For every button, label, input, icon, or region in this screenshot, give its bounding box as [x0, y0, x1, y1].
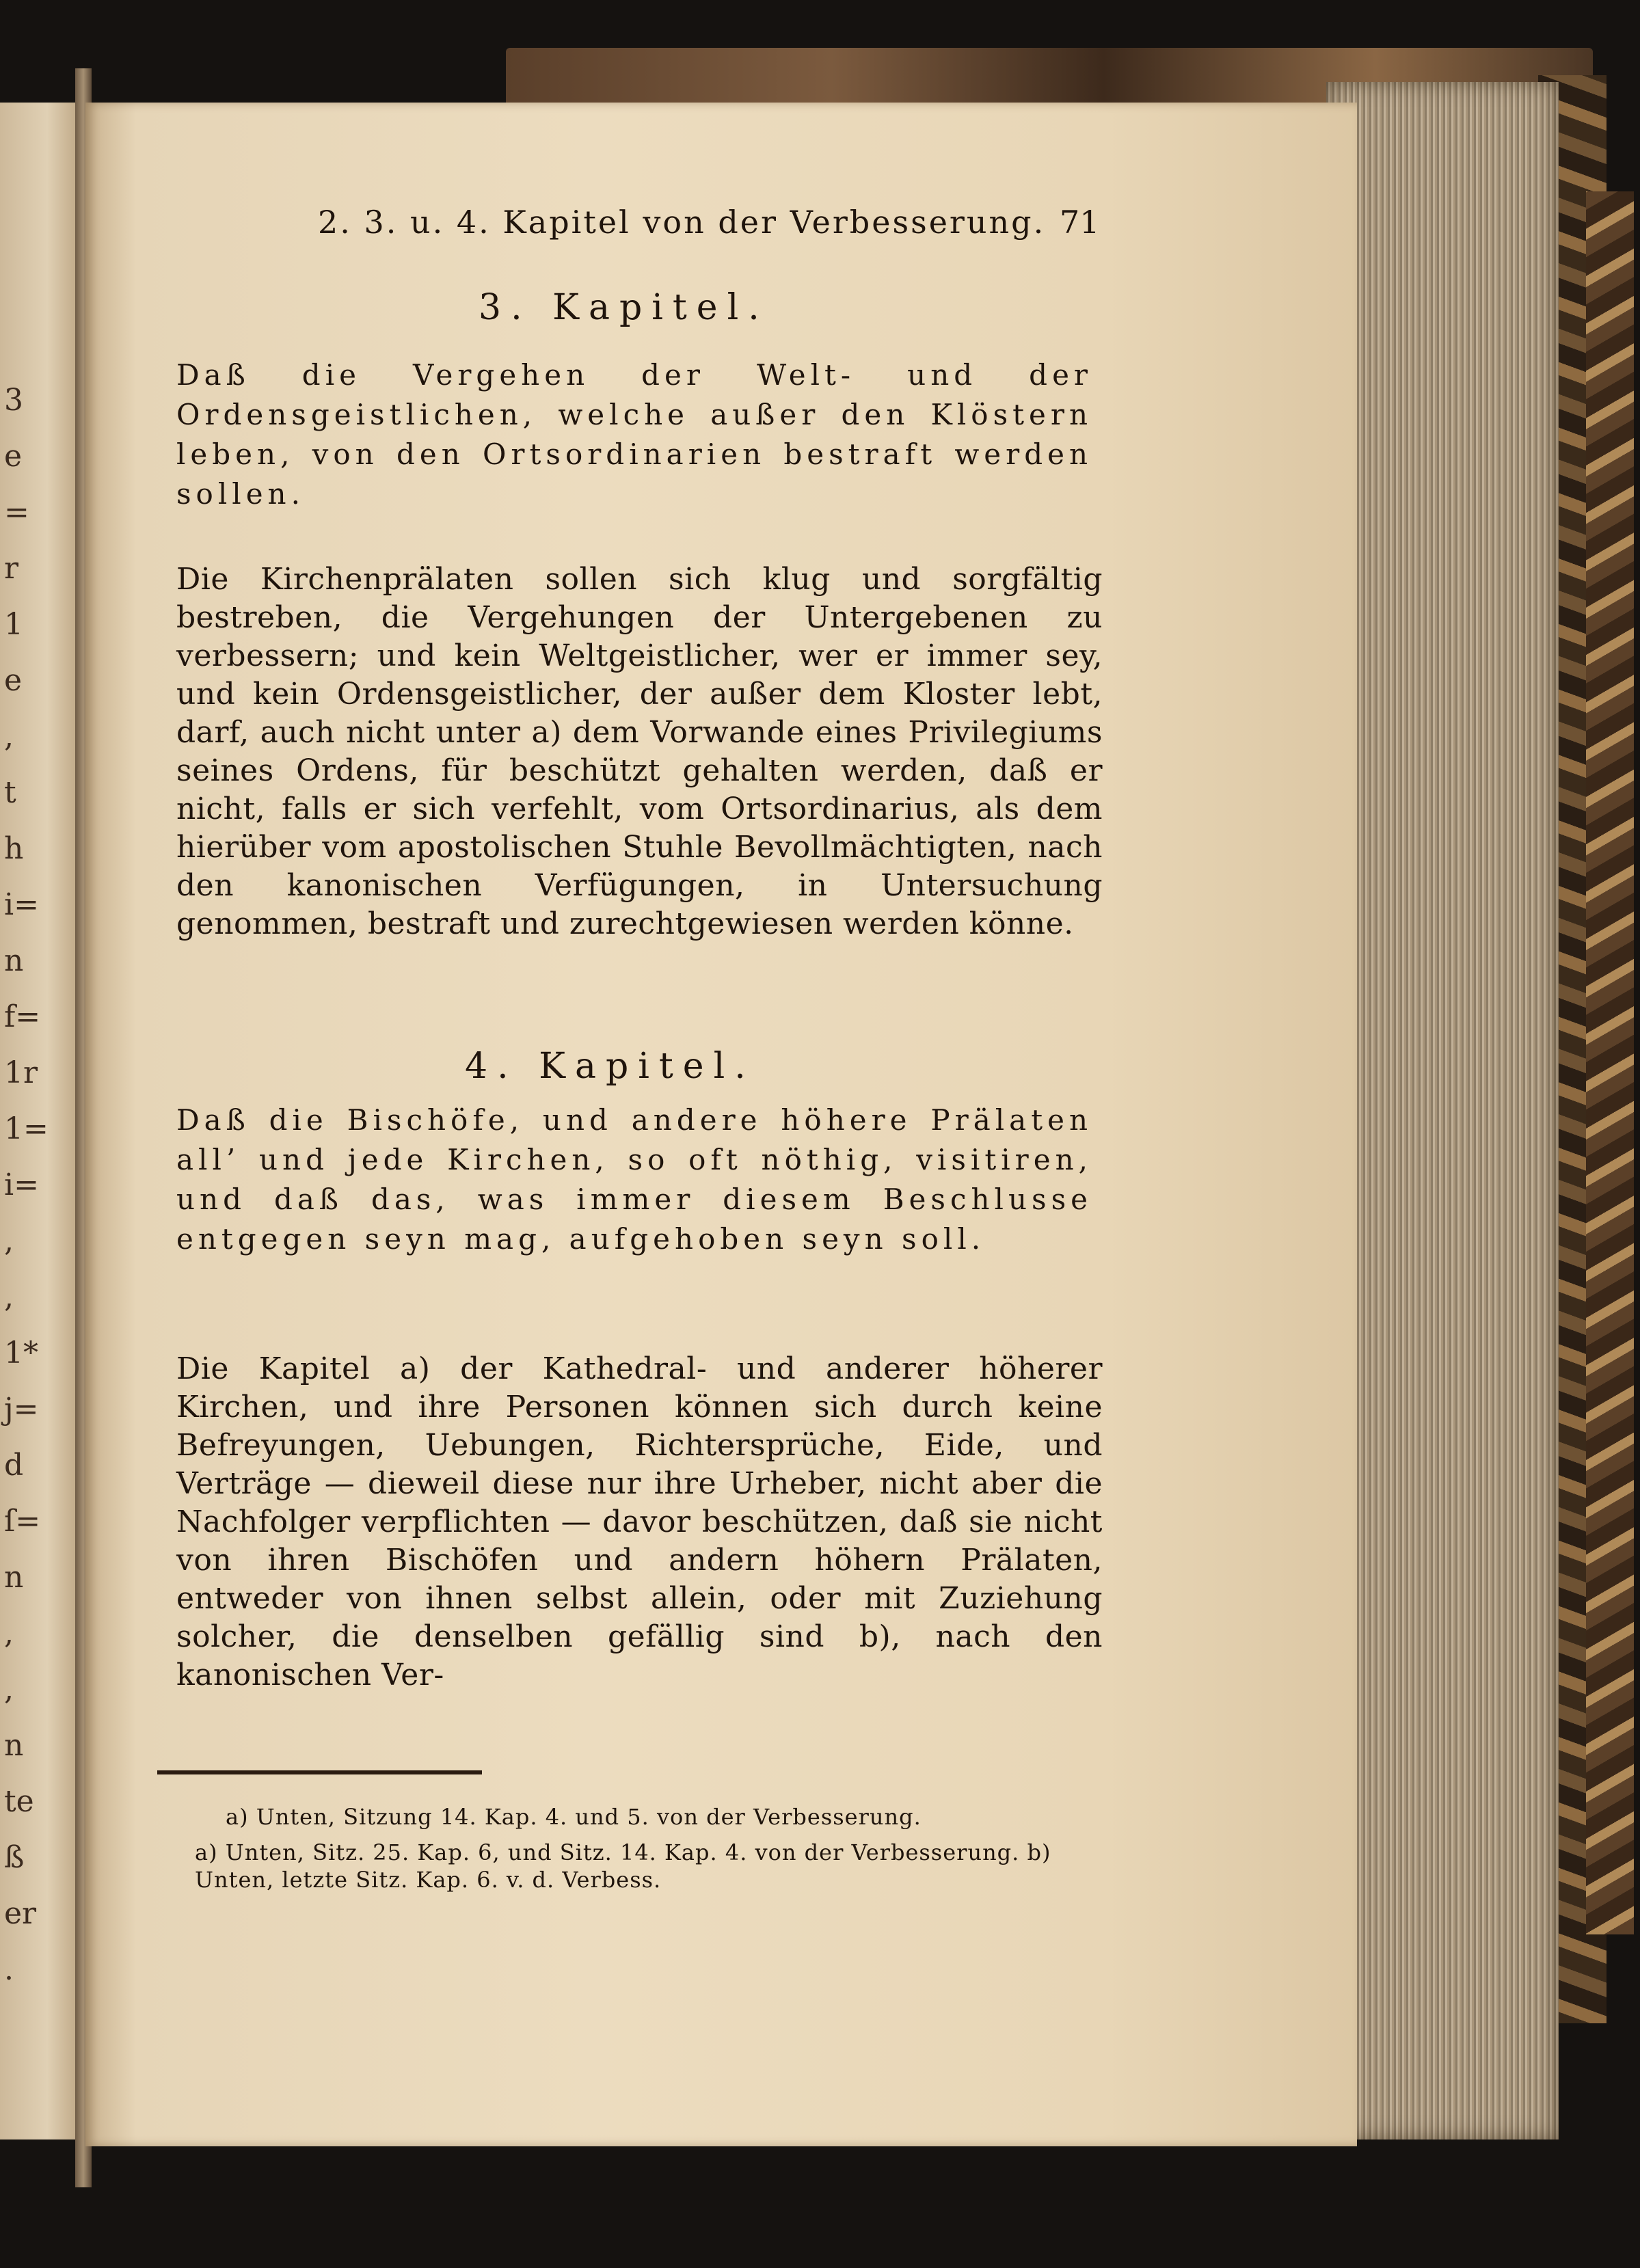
page-number: 71: [1060, 204, 1100, 241]
left-page-fragment: j=: [4, 1392, 39, 1427]
left-page-fragment: ,: [4, 1616, 14, 1651]
left-page-fragment: ,: [4, 1280, 14, 1314]
left-page-fragment: h: [4, 831, 24, 866]
running-head: 2. 3. u. 4. Kapitel von der Verbesserung.: [318, 204, 1046, 241]
left-page-fragment: .: [4, 1952, 14, 1987]
left-page-fragment: ß: [4, 1840, 25, 1875]
left-page-fragment: er: [4, 1896, 37, 1931]
left-page-fragment: i=: [4, 1167, 39, 1202]
book-cover-marbled: [1586, 191, 1634, 1934]
left-page-fragment: t: [4, 775, 16, 810]
left-page-fragment: te: [4, 1784, 34, 1819]
chapter-3-body: Die Kirchenprälaten sollen sich klug und sorgfältig bestreben, die Vergehungen der Untergebenen zu verbessern; und kein Weltgeistlicher, wer er immer sey, und kein Ordensgeistlicher, der außer dem Kloster lebt, darf, auch nicht unter a) dem Vorwande eines Privilegiums seines Ordens, für beschützt gehalten werden, daß er nicht, falls er sich verfehlt, vom Ortsordinarius, als dem hierüber vom apostolischen Stuhle Bevollmächtigten, nach den kanonischen Verfügungen, in Untersuchung genommen, bestraft und zurechtgewiesen werden könne.: [176, 562, 1103, 941]
left-page-fragment: 1*: [4, 1336, 38, 1371]
left-page-fragment: d: [4, 1448, 24, 1483]
left-page-fragment: 1r: [4, 1055, 38, 1090]
left-page-fragment: r: [4, 551, 19, 586]
left-page-fragment: ,: [4, 1672, 14, 1707]
footnote-rule: [157, 1770, 482, 1774]
footnote-2: a) Unten, Sitz. 25. Kap. 6, und Sitz. 14. Kap. 4. von der Verbesserung. b) Unten, letzte Sitz. Kap. 6. v. d. Verbess.: [195, 1839, 1051, 1893]
left-page-fragment: f=: [4, 999, 41, 1034]
chapter-3-heading: 3. Kapitel.: [479, 287, 769, 328]
left-page-fragment: n: [4, 1728, 24, 1763]
left-page-fragment: ſ=: [4, 1504, 41, 1539]
left-page-fragment: ,: [4, 719, 14, 754]
page-edges: [1326, 82, 1559, 2139]
footnote-1: a) Unten, Sitzung 14. Kap. 4. und 5. von der Verbesserung.: [226, 1804, 922, 1830]
chapter-3-summary: Daß die Vergehen der Welt- und der Ordensgeistlichen, welche außer den Klöstern leben, von den Ortsordinarien bestraft werden sollen.: [176, 358, 1092, 511]
left-page-fragment: 1=: [4, 1111, 49, 1146]
left-page-fragment: n: [4, 943, 24, 978]
chapter-4-body: Die Kapitel a) der Kathedral- und anderer höherer Kirchen, und ihre Personen können sich durch keine Befreyungen, Uebungen, Richtersprüche, Eide, und Verträge — dieweil diese nur ihre Urheber, nicht aber die Nachfolger verpflichten — davor beschützen, daß sie nicht von ihren Bischöfen und andern höhern Prälaten, entweder von ihnen selbst allein, oder mit Zuziehung solcher, die denselben gefällig sind b), nach den kanonischen Ver-: [176, 1351, 1103, 1692]
left-page-fragment: i=: [4, 887, 39, 922]
chapter-4-summary: Daß die Bischöfe, und andere höhere Prälaten all’ und jede Kirchen, so oft nöthig, visitiren, und daß das, was immer diesem Beschlusse entgegen seyn mag, aufgehoben seyn soll.: [176, 1103, 1092, 1256]
left-page-fragment: =: [4, 495, 29, 530]
chapter-4-heading: 4. Kapitel.: [465, 1046, 755, 1087]
left-page-fragment: n: [4, 1560, 24, 1595]
left-page-fragment: ,: [4, 1224, 14, 1258]
left-page-fragment: e: [4, 663, 23, 698]
left-page-fragment: e: [4, 439, 23, 474]
left-page-fragment: 1: [4, 607, 23, 642]
left-page-fragment: 3: [4, 383, 23, 418]
